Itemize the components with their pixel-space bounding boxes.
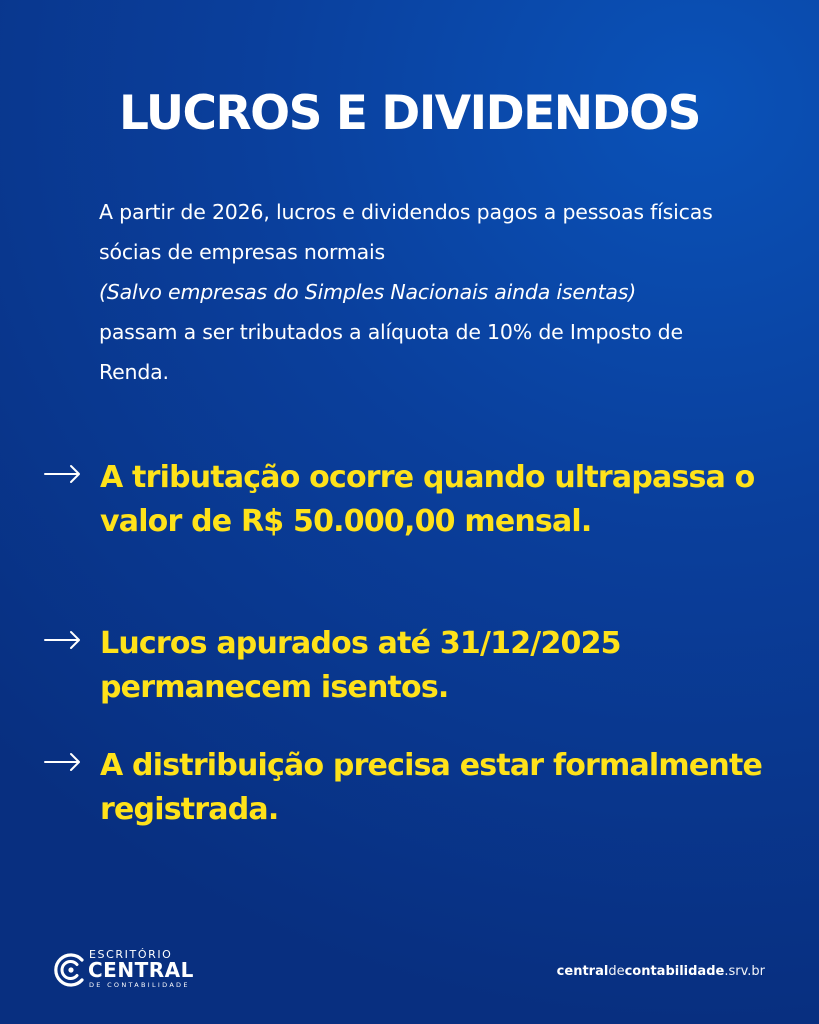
intro-paragraph	[99, 192, 749, 392]
intro-note: (Salvo empresas do Simples Nacionais ainda isentas)	[99, 280, 637, 304]
intro-line-1: A partir de 2026, lucros e dividendos pagos a pessoas físicas sócias de empresas normais	[99, 200, 713, 264]
logo-sub-text: DE CONTABILIDADE	[89, 981, 190, 989]
logo-main-text: CENTRAL	[88, 958, 194, 982]
page-title: LUCROS E DIVIDENDOS	[119, 86, 700, 141]
url-part-contabilidade: contabilidade	[624, 964, 725, 979]
url-part-domain: .srv.br	[724, 964, 765, 979]
url-part-central: central	[556, 964, 609, 979]
bullet-text: Lucros apurados até 31/12/2025 permanecem isentos.	[100, 626, 621, 705]
arrow-right-icon	[44, 752, 82, 772]
bullet-text: A distribuição precisa estar formalmente registrada.	[100, 748, 763, 827]
company-logo	[53, 948, 253, 994]
bullet-text: A tributação ocorre quando ultrapassa o valor de R$ 50.000,00 mensal.	[100, 460, 755, 539]
logo-top-text: ESCRITÓRIO	[89, 948, 173, 961]
logo-c-icon	[53, 952, 89, 988]
intro-line-2: passam a ser tributados a alíquota de 10% de Imposto de Renda.	[99, 320, 683, 384]
arrow-right-icon	[44, 630, 82, 650]
arrow-right-icon	[44, 464, 82, 484]
website-url	[557, 964, 765, 979]
url-part-de: de	[608, 964, 625, 979]
